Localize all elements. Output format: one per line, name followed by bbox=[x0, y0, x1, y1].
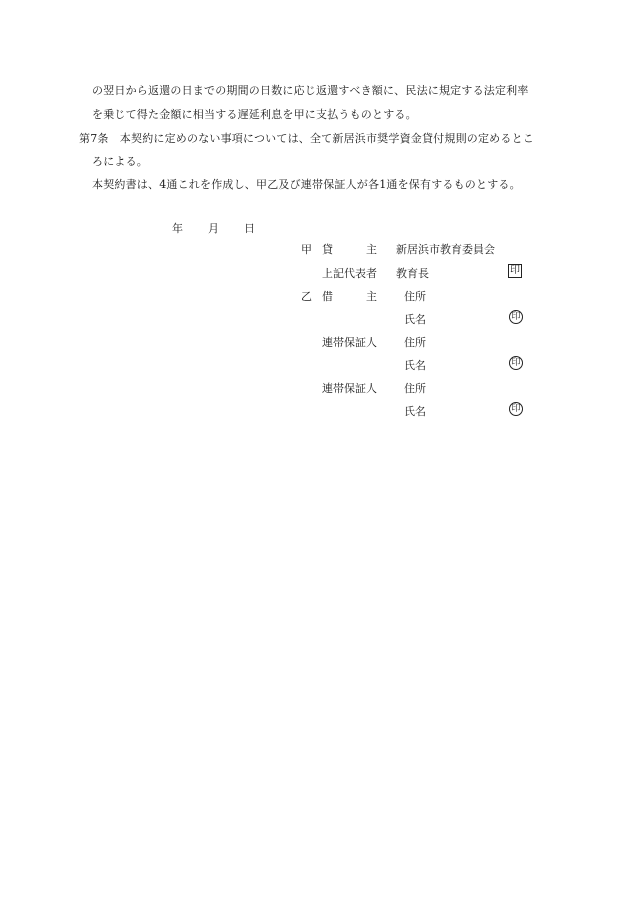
party-ko-mark: 甲 bbox=[301, 243, 312, 256]
party-otsu-role: 借 主 bbox=[322, 290, 377, 303]
party-otsu-mark: 乙 bbox=[301, 290, 312, 303]
party-ko-rep-label: 上記代表者 bbox=[322, 267, 377, 280]
seal-circle-icon: 印 bbox=[509, 402, 523, 416]
seal-circle-icon: 印 bbox=[509, 310, 523, 324]
article-7-line: ろによる。 bbox=[92, 155, 148, 168]
party-ko-role: 貸 主 bbox=[322, 243, 377, 256]
seal-circle-icon: 印 bbox=[509, 356, 523, 370]
party-otsu-name-label: 氏名 bbox=[404, 313, 426, 326]
closing-paragraph: 本契約書は、4通これを作成し、甲乙及び連帯保証人が各1通を保有するものとする。 bbox=[92, 178, 521, 191]
guarantor-1-role: 連帯保証人 bbox=[322, 336, 377, 349]
guarantor-2-role: 連帯保証人 bbox=[322, 382, 377, 395]
guarantor-1-address-label: 住所 bbox=[404, 336, 426, 349]
party-ko-name: 新居浜市教育委員会 bbox=[396, 243, 495, 256]
official-seal-icon: 印 bbox=[510, 265, 520, 276]
party-otsu-address-label: 住所 bbox=[404, 290, 426, 303]
paragraph-line: の翌日から返還の日までの期間の日数に応じ返還すべき額に、民法に規定する法定利率 bbox=[92, 84, 529, 97]
party-ko-rep-title: 教育長 bbox=[396, 267, 429, 280]
date-month: 月 bbox=[208, 222, 219, 235]
date-day: 日 bbox=[244, 222, 255, 235]
date-year: 年 bbox=[172, 222, 183, 235]
article-7-line: 第7条 本契約に定めのない事項については、全て新居浜市奨学資金貸付規則の定めるとこ bbox=[79, 132, 534, 145]
paragraph-line: を乗じて得た金額に相当する遅延利息を甲に支払うものとする。 bbox=[92, 108, 417, 121]
guarantor-1-name-label: 氏名 bbox=[404, 359, 426, 372]
guarantor-2-address-label: 住所 bbox=[404, 382, 426, 395]
guarantor-2-name-label: 氏名 bbox=[404, 405, 426, 418]
